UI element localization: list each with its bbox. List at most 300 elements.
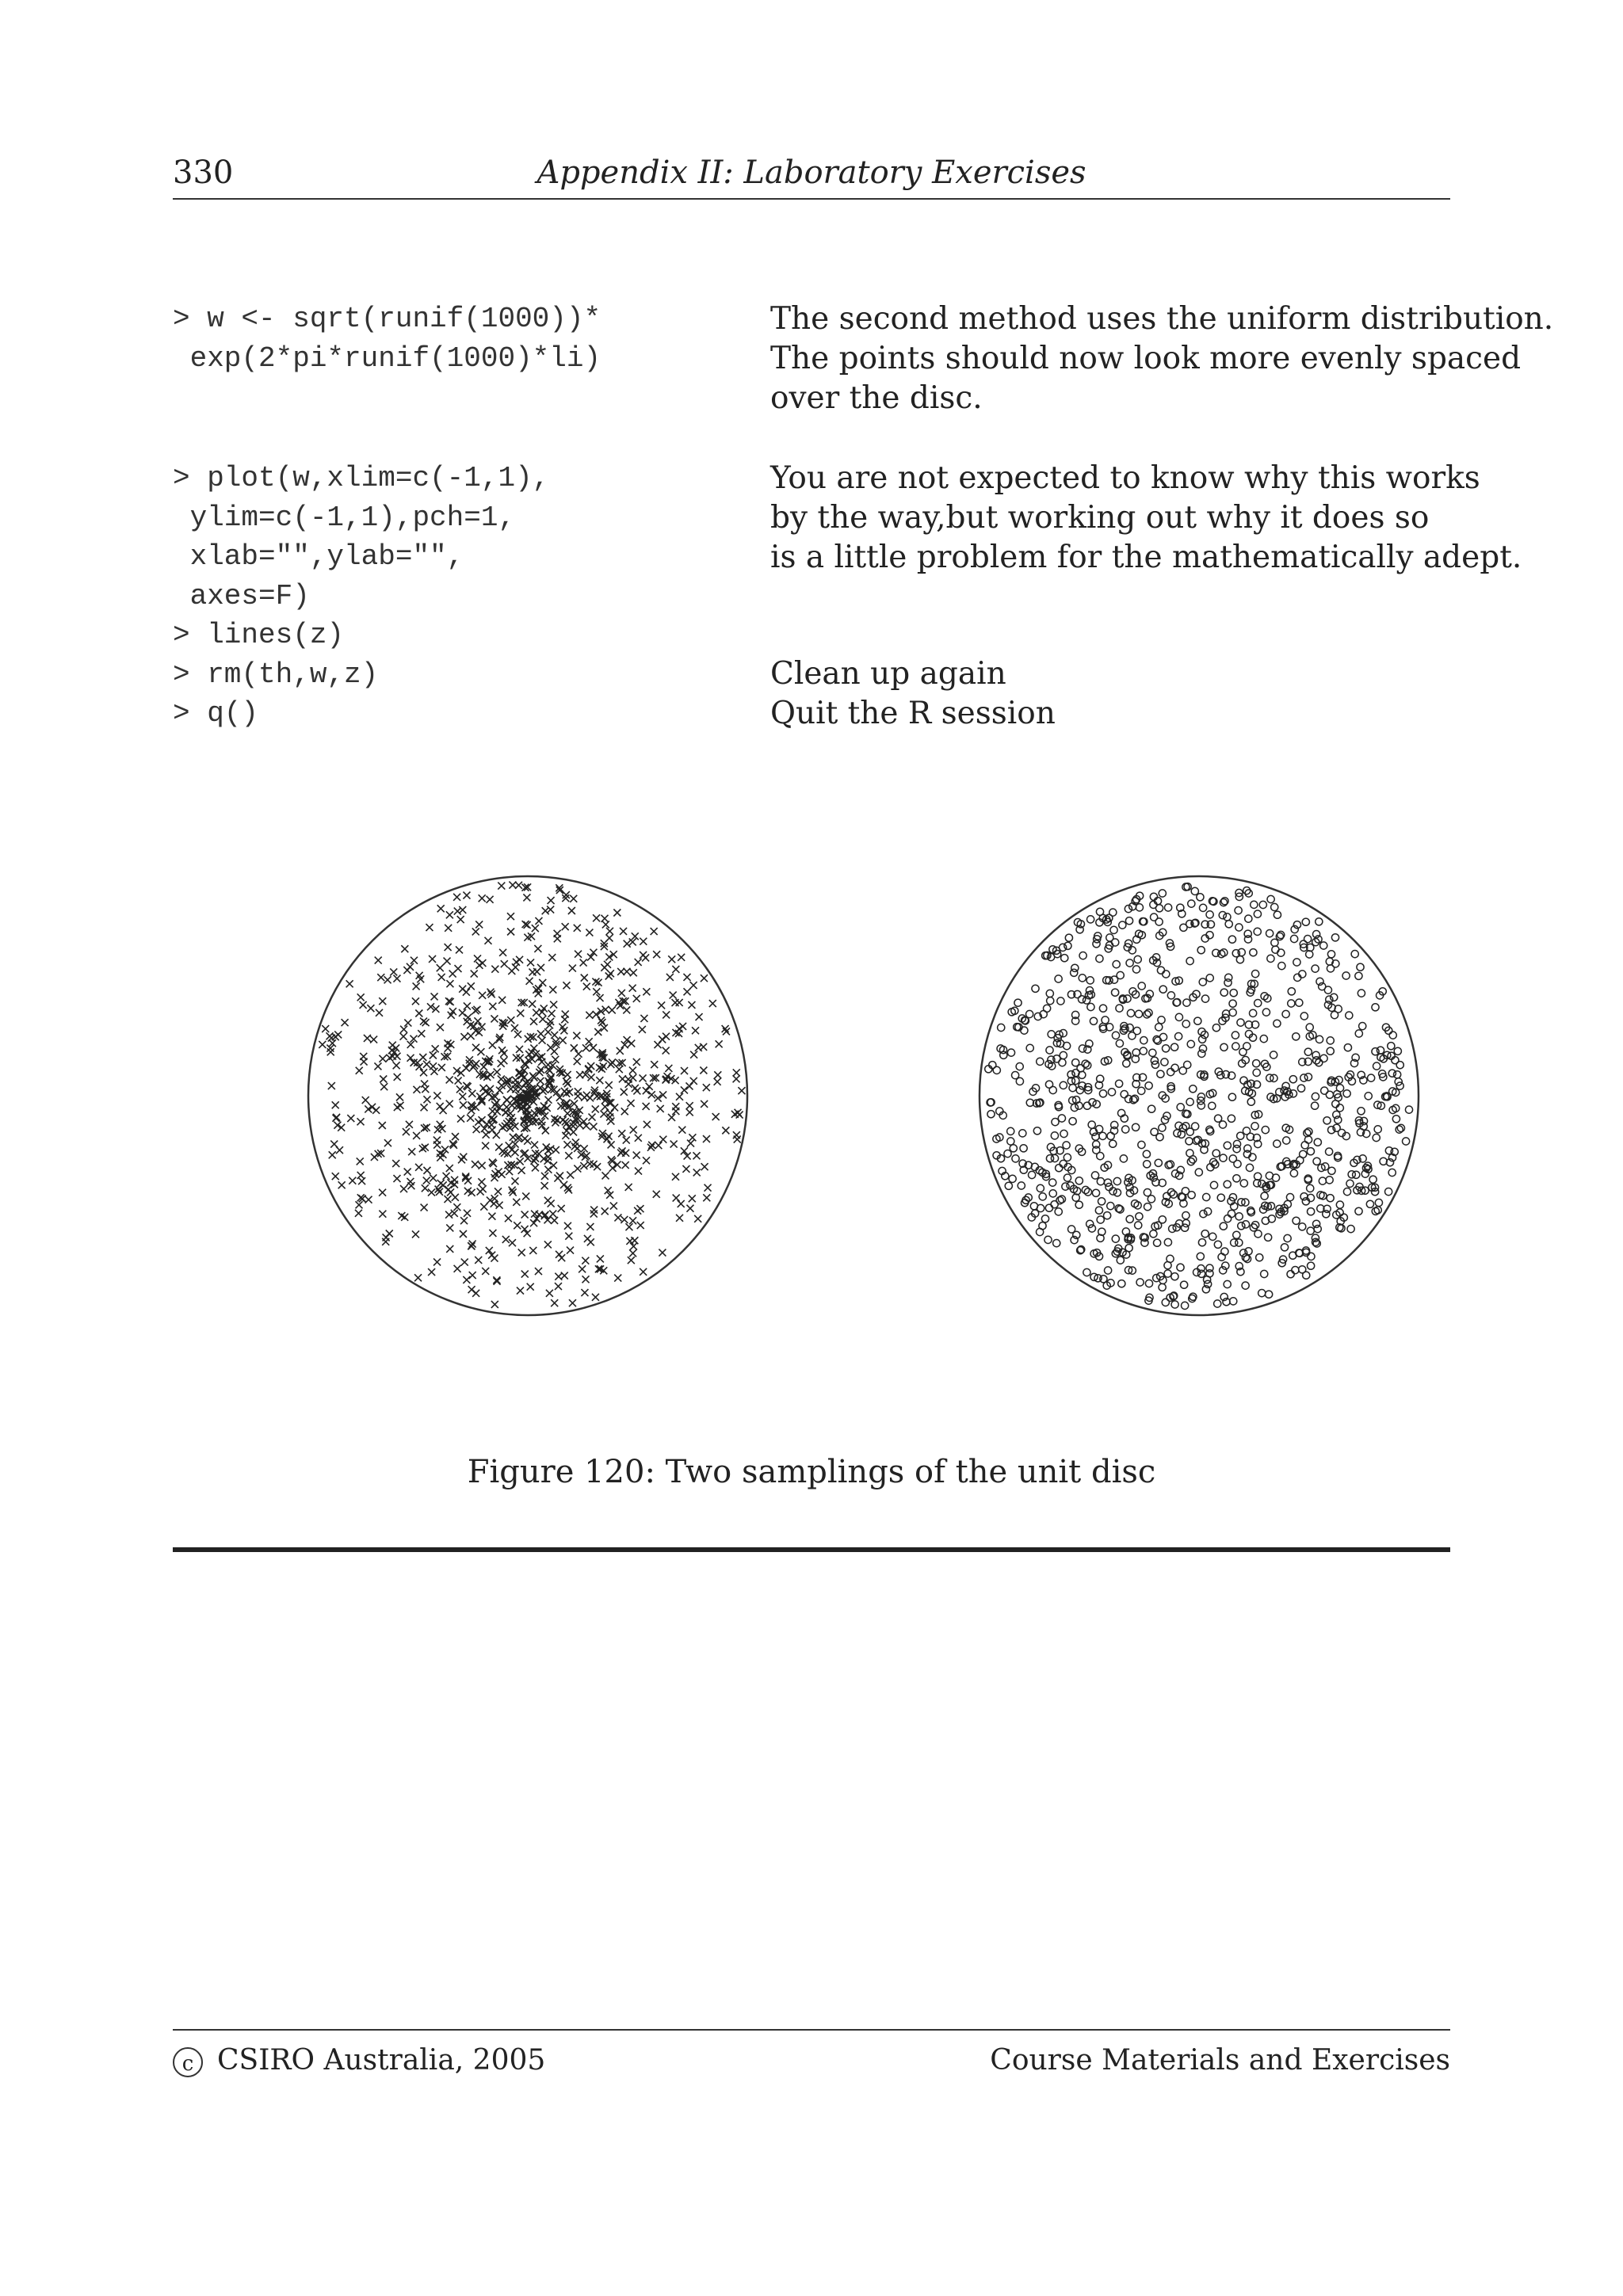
scatter-point <box>1327 1047 1334 1055</box>
scatter-point <box>1324 986 1331 994</box>
scatter-point <box>1215 1115 1222 1122</box>
scatter-point <box>1272 946 1279 953</box>
scatter-point <box>456 946 463 953</box>
scatter-point <box>1046 990 1053 997</box>
scatter-point <box>1126 1215 1133 1222</box>
scatter-point <box>1312 965 1319 972</box>
scatter-point <box>430 1068 437 1075</box>
scatter-point <box>1020 1145 1027 1152</box>
scatter-point <box>1010 1145 1017 1152</box>
scatter-point <box>517 1009 524 1016</box>
scatter-point <box>1064 1174 1071 1181</box>
scatter-point <box>1112 1032 1119 1039</box>
scatter-point <box>596 1077 603 1084</box>
scatter-point <box>690 1077 697 1085</box>
note-block-3: Clean up again Quit the R session <box>770 656 1056 731</box>
scatter-point <box>1288 1000 1295 1007</box>
scatter-point <box>1274 1140 1281 1147</box>
scatter-point <box>629 1217 636 1224</box>
scatter-point <box>1110 926 1117 933</box>
scatter-point <box>1262 1127 1269 1134</box>
scatter-point <box>459 906 466 913</box>
scatter-point <box>1171 1064 1178 1071</box>
scatter-point <box>521 1271 529 1278</box>
scatter-point <box>433 1092 441 1099</box>
scatter-point <box>1261 1192 1268 1199</box>
scatter-point <box>1183 999 1190 1006</box>
scatter-point <box>576 1071 583 1078</box>
scatter-point <box>527 959 534 966</box>
scatter-point <box>613 1161 621 1169</box>
scatter-point <box>411 957 418 964</box>
scatter-point <box>548 954 556 961</box>
scatter-point <box>1304 936 1312 943</box>
scatter-point <box>564 1071 571 1078</box>
scatter-point <box>440 1107 447 1114</box>
scatter-point <box>1305 1128 1312 1135</box>
scatter-point <box>537 1030 544 1037</box>
scatter-point <box>384 1139 391 1146</box>
scatter-point <box>563 1077 570 1085</box>
scatter-point <box>653 951 660 958</box>
scatter-point <box>668 1114 675 1121</box>
scatter-point <box>1051 1132 1058 1139</box>
scatter-point <box>502 1236 510 1243</box>
scatter-point <box>433 1258 441 1265</box>
scatter-point <box>413 982 420 990</box>
scatter-point <box>532 1164 539 1171</box>
scatter-point <box>509 1239 516 1246</box>
scatter-point <box>1304 1136 1312 1143</box>
scatter-point <box>1171 1301 1178 1308</box>
scatter-point <box>422 1184 429 1192</box>
scatter-point <box>1163 1045 1170 1052</box>
scatter-point <box>1061 955 1068 962</box>
scatter-point <box>602 1172 609 1179</box>
scatter-point <box>625 1184 632 1191</box>
scatter-point <box>722 1127 729 1134</box>
scatter-point <box>693 1169 701 1176</box>
scatter-point <box>1242 1221 1249 1228</box>
scatter-point <box>479 1162 486 1169</box>
scatter-point <box>408 1148 415 1155</box>
scatter-point <box>1302 918 1309 925</box>
scatter-point <box>393 1062 400 1069</box>
scatter-point <box>1218 1253 1225 1261</box>
scatter-point <box>537 1066 544 1074</box>
scatter-point <box>539 979 546 986</box>
scatter-point <box>1159 986 1167 993</box>
scatter-point <box>437 1180 445 1187</box>
scatter-point <box>651 928 658 935</box>
scatter-point <box>663 1047 670 1055</box>
scatter-point <box>628 1257 635 1264</box>
unit-circle-boundary <box>980 876 1419 1315</box>
scatter-point <box>464 1002 471 1009</box>
scatter-point <box>1372 1048 1379 1055</box>
scatter-point <box>1380 1158 1387 1165</box>
scatter-point <box>414 1274 422 1281</box>
scatter-point <box>554 935 561 942</box>
scatter-point <box>438 1064 445 1071</box>
scatter-point <box>1261 1270 1268 1277</box>
scatter-point <box>1049 1179 1056 1186</box>
scatter-point <box>1014 999 1022 1006</box>
scatter-point <box>541 1212 548 1219</box>
scatter-point <box>1109 1140 1117 1147</box>
scatter-point <box>422 1144 429 1151</box>
scatter-point <box>1206 974 1213 982</box>
scatter-point <box>463 1065 470 1072</box>
scatter-point <box>1135 1222 1142 1229</box>
scatter-point <box>1343 1188 1350 1196</box>
scatter-point <box>375 957 382 964</box>
scatter-point <box>1123 1060 1130 1067</box>
scatter-point <box>1336 1085 1343 1092</box>
scatter-point <box>590 1207 598 1214</box>
scatter-point <box>338 1181 346 1188</box>
scatter-point <box>1343 1090 1350 1097</box>
scatter-point <box>1300 1193 1308 1200</box>
scatter-point <box>571 1044 578 1051</box>
scatter-point <box>1136 1213 1143 1220</box>
scatter-point <box>623 1006 630 1013</box>
scatter-point <box>1353 1171 1360 1178</box>
scatter-point <box>1344 1044 1351 1051</box>
scatter-point <box>1395 1078 1402 1085</box>
scatter-point <box>541 1182 548 1189</box>
scatter-point <box>460 1154 467 1161</box>
scatter-point <box>1169 1225 1176 1232</box>
scatter-point <box>1118 1280 1125 1287</box>
scatter-point <box>605 934 613 941</box>
scatter-point <box>1044 1236 1052 1243</box>
scatter-point <box>516 1046 523 1053</box>
scatter-point <box>551 1032 558 1039</box>
scatter-point <box>1012 1072 1019 1079</box>
scatter-point <box>1293 959 1300 966</box>
scatter-point <box>1099 1090 1106 1097</box>
scatter-point <box>565 1152 572 1159</box>
scatter-point <box>498 1076 505 1083</box>
scatter-point <box>1064 1154 1071 1161</box>
scatter-point <box>1267 895 1274 902</box>
scatter-point <box>1233 1175 1240 1182</box>
scatter-point <box>419 1145 426 1152</box>
scatter-point <box>1125 917 1132 925</box>
scatter-point <box>1145 1009 1152 1016</box>
scatter-point <box>1091 1172 1098 1179</box>
scatter-point <box>1120 1155 1127 1162</box>
scatter-point <box>1082 1060 1089 1067</box>
scatter-point <box>1079 952 1086 959</box>
scatter-point <box>472 1161 479 1168</box>
scatter-point <box>1242 1282 1249 1289</box>
scatter-point <box>1238 1222 1245 1230</box>
scatter-point <box>1323 1117 1331 1124</box>
scatter-point <box>1197 1253 1204 1260</box>
scatter-point <box>1245 915 1252 922</box>
scatter-point <box>1262 1009 1270 1016</box>
scatter-point <box>349 1177 356 1184</box>
scatter-point <box>445 925 452 932</box>
scatter-point <box>590 1123 597 1131</box>
scatter-point <box>659 1249 666 1257</box>
scatter-point <box>1138 1141 1145 1148</box>
scatter-point <box>1159 1124 1166 1131</box>
scatter-point <box>558 1254 565 1261</box>
scatter-point <box>1346 1012 1353 1019</box>
scatter-point <box>1048 1031 1055 1038</box>
scatter-point <box>712 1113 720 1120</box>
scatter-point <box>1086 1220 1094 1227</box>
scatter-point <box>482 1142 489 1150</box>
scatter-point <box>1251 1123 1258 1130</box>
scatter-point <box>1132 966 1140 973</box>
scatter-point <box>1151 1128 1158 1135</box>
scatter-point <box>1088 1225 1095 1232</box>
scatter-point <box>1164 1270 1171 1277</box>
scatter-point <box>551 1048 558 1055</box>
scatter-point <box>1044 1005 1051 1012</box>
scatter-point <box>472 1044 479 1051</box>
scatter-point <box>423 1096 430 1103</box>
scatter-point <box>1312 1093 1319 1100</box>
scatter-point <box>542 907 549 914</box>
scatter-point <box>1199 978 1206 986</box>
scatter-point <box>517 1287 524 1295</box>
scatter-point <box>1377 1047 1384 1054</box>
scatter-point <box>1326 1177 1333 1184</box>
scatter-point <box>586 1012 593 1019</box>
scatter-point <box>569 965 576 972</box>
scatter-point <box>420 1069 427 1076</box>
scatter-point <box>496 1202 503 1209</box>
scatter-point <box>429 955 436 963</box>
scatter-point <box>1346 1180 1354 1187</box>
scatter-point <box>347 1115 354 1122</box>
scatter-point <box>1293 1217 1300 1224</box>
scatter-point <box>1206 1270 1213 1277</box>
scatter-point <box>1225 921 1232 928</box>
scatter-point <box>574 925 581 932</box>
scatter-point <box>1327 951 1335 958</box>
scatter-point <box>468 982 475 990</box>
scatter-point <box>513 1055 520 1062</box>
scatter-point <box>617 968 624 975</box>
scatter-point <box>567 1247 574 1254</box>
scatter-point <box>1083 1102 1090 1109</box>
scatter-point <box>430 1052 437 1059</box>
scatter-point <box>1289 1252 1296 1259</box>
scatter-point <box>1307 1227 1314 1234</box>
scatter-point <box>1291 935 1298 942</box>
scatter-point <box>723 1028 730 1035</box>
scatter-point <box>1097 1216 1104 1223</box>
scatter-point <box>1126 959 1133 967</box>
scatter-point <box>628 1100 635 1107</box>
scatter-point <box>582 1044 590 1051</box>
scatter-point <box>1355 972 1362 979</box>
scatter-point <box>1331 934 1338 941</box>
scatter-point <box>1191 887 1198 894</box>
scatter-point <box>1037 1058 1044 1065</box>
scatter-point <box>1243 1127 1250 1135</box>
scatter-point <box>586 929 593 936</box>
scatter-point <box>1320 942 1327 949</box>
scatter-point <box>1389 1032 1396 1039</box>
page-number: 330 <box>173 154 234 191</box>
scatter-point <box>1112 989 1119 996</box>
scatter-point <box>1087 1003 1094 1010</box>
scatter-point <box>1190 1085 1197 1093</box>
scatter-point <box>1177 1104 1184 1111</box>
scatter-point <box>505 1215 512 1222</box>
scatter-point <box>705 1184 712 1192</box>
scatter-point <box>629 1249 636 1257</box>
scatter-point <box>1088 1121 1095 1128</box>
scatter-point <box>601 1024 608 1032</box>
scatter-point <box>1209 1233 1216 1240</box>
scatter-point <box>1230 990 1237 997</box>
scatter-point <box>479 1185 487 1192</box>
scatter-point <box>487 896 494 903</box>
scatter-point <box>679 1023 686 1030</box>
scatter-point <box>1321 1087 1328 1094</box>
scatter-point <box>1056 1165 1063 1172</box>
scatter-point <box>1164 1262 1171 1269</box>
scatter-point <box>1119 921 1126 929</box>
scatter-point <box>479 992 486 999</box>
scatter-point <box>1037 1184 1044 1192</box>
scatter-point <box>1277 949 1285 956</box>
scatter-point <box>1007 1127 1014 1135</box>
scatter-point <box>670 1141 678 1148</box>
scatter-point <box>1342 972 1350 979</box>
scatter-point <box>1228 1093 1235 1100</box>
scatter-point <box>1312 1102 1319 1109</box>
scatter-point <box>1122 1126 1129 1133</box>
scatter-point <box>555 1273 562 1280</box>
scatter-point <box>1289 1076 1296 1083</box>
scatter-point <box>567 1172 574 1179</box>
scatter-point <box>1175 1033 1182 1040</box>
scatter-point <box>1012 1155 1019 1162</box>
scatter-point <box>544 1097 552 1104</box>
scatter-point <box>1057 997 1064 1005</box>
scatter-point <box>1161 1058 1168 1066</box>
scatter-point <box>526 978 533 985</box>
scatter-point <box>1079 996 1086 1003</box>
scatter-point <box>1247 1098 1254 1105</box>
scatter-point <box>1388 1043 1395 1050</box>
scatter-point <box>687 1140 694 1147</box>
scatter-point <box>514 1222 521 1229</box>
scatter-point <box>463 989 470 996</box>
scatter-point <box>1396 1062 1403 1069</box>
scatter-point <box>1018 1182 1025 1189</box>
scatter-point <box>731 1111 739 1118</box>
scatter-point <box>495 1188 502 1195</box>
scatter-point <box>637 1222 644 1229</box>
scatter-point <box>1186 1138 1193 1145</box>
scatter-point <box>1159 1216 1166 1223</box>
scatter-point <box>503 1097 510 1104</box>
scatter-point <box>1396 1126 1403 1133</box>
scatter-point <box>693 1152 701 1159</box>
scatter-point <box>1136 904 1143 911</box>
scatter-point <box>633 1058 640 1066</box>
scatter-point <box>357 994 365 1001</box>
scatter-point <box>1055 1208 1062 1215</box>
scatter-point <box>548 1200 555 1207</box>
scatter-point <box>376 1009 383 1016</box>
scatter-point <box>360 1001 367 1009</box>
scatter-point <box>1188 1192 1195 1199</box>
scatter-point <box>1299 1223 1306 1230</box>
scatter-point <box>1278 963 1285 970</box>
scatter-point <box>380 1075 387 1082</box>
scatter-point <box>639 1026 646 1033</box>
scatter-point <box>1098 1198 1106 1205</box>
scatter-point <box>563 1141 571 1148</box>
scatter-point <box>1051 1154 1058 1161</box>
scatter-point <box>539 1016 546 1023</box>
scatter-points-circles <box>985 883 1413 1310</box>
scatter-point <box>1290 1169 1297 1177</box>
scatter-point <box>1071 969 1078 976</box>
scatter-point <box>415 1164 422 1171</box>
scatter-point <box>379 1122 386 1129</box>
scatter-point <box>460 1101 467 1108</box>
scatter-point <box>489 1042 496 1049</box>
scatter-point <box>471 971 478 978</box>
scatter-point <box>1254 1173 1262 1180</box>
scatter-point <box>1233 1231 1240 1238</box>
scatter-point <box>643 988 650 995</box>
scatter-point <box>357 1158 364 1165</box>
scatter-point <box>1266 930 1274 937</box>
scatter-point <box>1221 1248 1228 1255</box>
scatter-point <box>629 985 636 992</box>
scatter-point <box>653 1191 660 1198</box>
scatter-point <box>380 1083 388 1090</box>
scatter-point <box>1045 1081 1052 1088</box>
scatter-point <box>1029 1171 1036 1178</box>
scatter-point <box>494 1108 501 1115</box>
scatter-point <box>1063 1142 1070 1149</box>
scatter-point <box>530 1018 537 1025</box>
scatter-point <box>1009 1175 1016 1182</box>
scatter-plot-circle-markers <box>980 876 1419 1315</box>
scatter-point <box>579 1265 586 1272</box>
scatter-point <box>401 1214 408 1221</box>
scatter-point <box>1186 1128 1193 1135</box>
scatter-point <box>401 945 408 952</box>
scatter-point <box>1104 1212 1111 1219</box>
scatter-point <box>621 1089 628 1096</box>
scatter-point <box>1266 1291 1273 1298</box>
scatter-point <box>1316 1035 1323 1043</box>
scatter-point <box>500 1057 507 1064</box>
scatter-point <box>549 1211 556 1218</box>
scatter-point <box>1230 1298 1237 1305</box>
scatter-point <box>738 1087 745 1094</box>
scatter-point <box>582 1257 589 1264</box>
scatter-point <box>445 944 452 951</box>
footer-rule <box>173 2029 1450 2031</box>
scatter-point <box>1357 963 1364 971</box>
